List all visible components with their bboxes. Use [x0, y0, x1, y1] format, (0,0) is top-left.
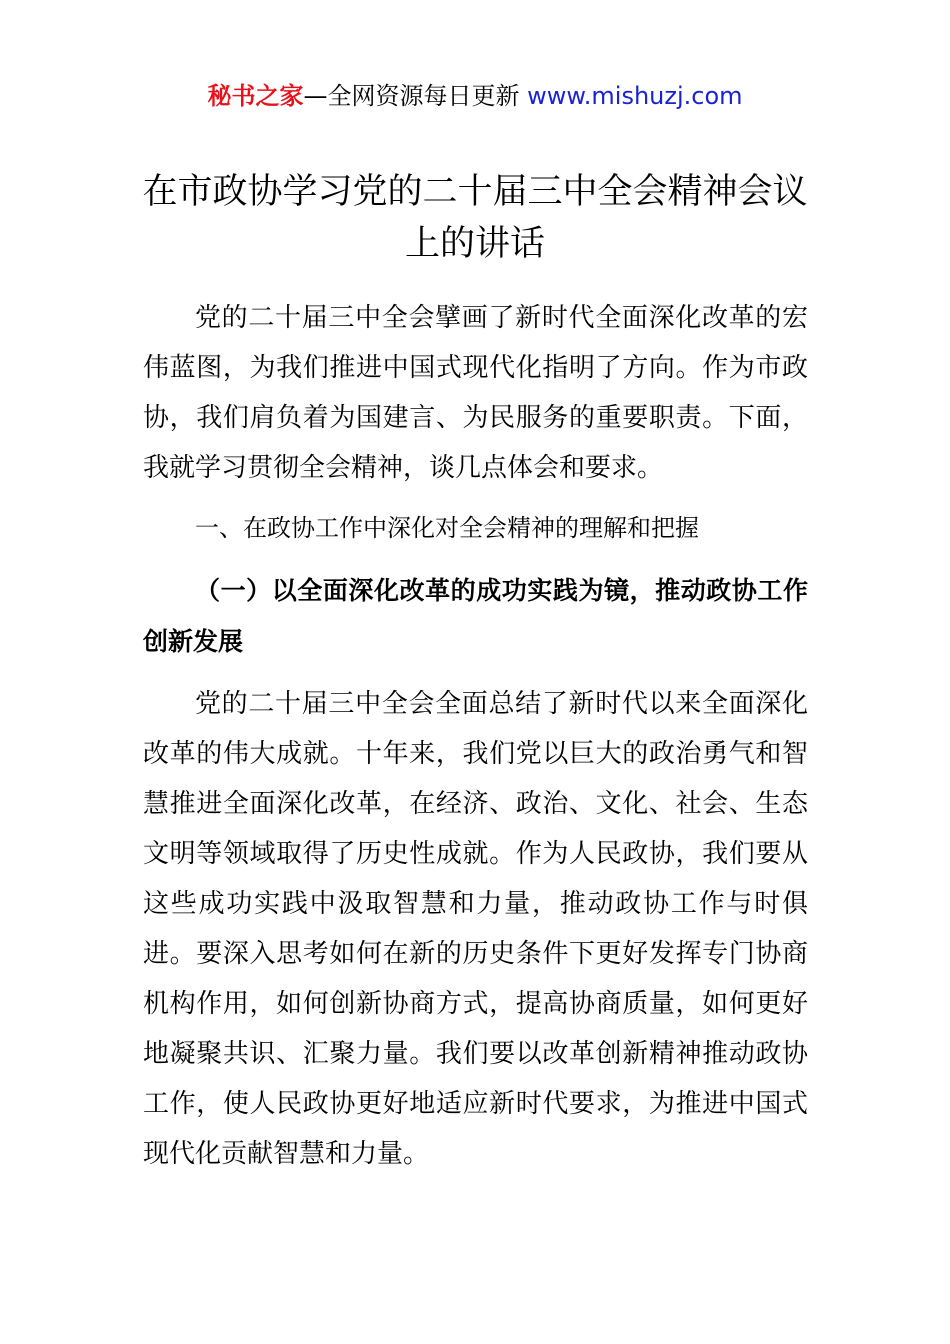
subsection-heading: （一）以全面深化改革的成功实践为镜，推动政协工作创新发展 — [143, 576, 808, 656]
brand-name: 秘书之家 — [207, 82, 304, 110]
body-paragraph: 党的二十届三中全会全面总结了新时代以来全面深化改革的伟大成就。十年来，我们党以巨大的政治勇气和智慧推进全面深化改革，在经济、政治、文化、社会、生态文明等领域取得了历史性成就。作为人民政协，我们要从这些成功实践中汲取智慧和力量，推动政协工作与时俱进。要深入思考如何在新的历史条件下更好发挥专门协商机构作用，如何创新协商方式，提高协商质量，如何更好地凝聚共识、汇聚力量。我们要以改革创新精神推动政协工作，使人民政协更好地适应新时代要求，为推进中国式现代化贡献智慧和力量。 — [143, 689, 808, 1169]
intro-paragraph: 党的二十届三中全会擘画了新时代全面深化改革的宏伟蓝图，为我们推进中国式现代化指明了方向。作为市政协，我们肩负着为国建言、为民服务的重要职责。下面，我就学习贯彻全会精神，谈几点体会和要求。 — [143, 303, 808, 483]
header-tagline: —全网资源每日更新 — [303, 82, 520, 110]
document-title: 在市政协学习党的二十届三中全会精神会议上的讲话 — [142, 172, 808, 264]
site-header — [0, 78, 950, 114]
site-url-link[interactable]: www.mishuzj.com — [527, 82, 743, 110]
section-heading: 一、在政协工作中深化对全会精神的理解和把握 — [195, 514, 699, 542]
